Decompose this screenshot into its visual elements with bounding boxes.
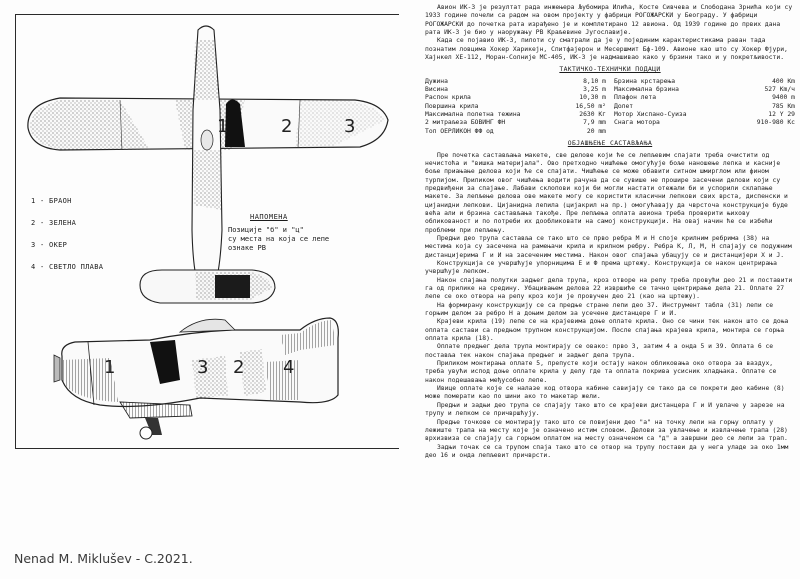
spec-value: 10,30 m bbox=[579, 94, 606, 102]
side-number-2: 2 bbox=[233, 357, 245, 378]
wing-number-1: 1 bbox=[217, 116, 229, 137]
spec-row bbox=[614, 78, 795, 86]
note-heading: НАПОМЕНА bbox=[250, 213, 288, 221]
spec-value: 12 Y 29 bbox=[768, 111, 795, 119]
spec-value: 9400 m bbox=[772, 94, 795, 102]
assembly-paragraph: Конструкција се учвршћује упорницима Е и Ф према цртежу. Конструкција се након центрирања учвршћује лепком. bbox=[425, 259, 777, 276]
assembly-paragraph: Предње точкове се монтирају тако што се повијени део "а" на точку лепи на горњу оплату у лежиште трапа на месту које је означено истим словом. Делови за увлачење и извлачење трапа (28) врхизвиза се спајају са горњом оплатом на месту означеном са "д" а завршни део се лепи за трап. bbox=[425, 418, 788, 443]
assembly-paragraph: Пре почетка састављања макете, све делове који ће се лепљевим спајати треба очистити од нечистоћа и "вишка материјала". Ово претходно чишћење омогућује боље наношење лепка и касније боље приањање делова који ће се спајати. Чишћење се може обавити ситном шмирглом или фином турпијом. Приликом овог чишћења водити рачуна да се сувише не прошире засечени делови који су предвиђени за спајање. Лабави склопови који би могли настати отежали би и успорили склапање макете. За лепљење делова ове макете могу се користити класични лепкови свих врста, диспенски и цијанидни лепкови. Цијанидна лепила (цијакрил на пр.) омогућавају да чврсточа конструкције буде већа али и брзина састављања такође. Пре лепљења оплата авиона треба проверити њихову обликованост и по потреби их дообликовати на самој конструкцији. На овај начин ће се избећи проблеми при лепљењу. bbox=[425, 151, 788, 234]
side-number-3: 3 bbox=[197, 357, 209, 378]
spec-label: Брзина крстарења bbox=[614, 77, 676, 85]
canopy bbox=[180, 319, 235, 332]
note-line: ознаке РВ bbox=[228, 244, 266, 252]
spec-label: Снага мотора bbox=[614, 119, 660, 127]
spec-value: 2630 Кг bbox=[579, 111, 606, 119]
spec-value: 16,50 m² bbox=[575, 102, 606, 110]
assembly-paragraph: Предњи део трупа саставља се тако што се прво ребра М и Н споје крилним ребрима (38) на местима која су засечена на рамењачи крила и крилном ребру. Ребра К, Л, М, Н спајају се подужним дистанцијерима Г и И на засеченим местима. Након овог спајања убацују се и дистанцијери Х и Ј. bbox=[425, 234, 792, 259]
spec-row bbox=[425, 94, 606, 102]
assembly-paragraph: На формирану конструкцију се са предње стране лепи део 37. Инструмент табла (31) лепи се горњим делом за ребро Н а доњим делом за усечене дистанцере Г и И. bbox=[425, 301, 774, 318]
spec-value: 400 Km bbox=[772, 77, 795, 85]
spec-row bbox=[614, 103, 795, 111]
assembly-paragraph: Ивице оплате које се налазе код отвора кабине савијају се тако да се покрети део кабине (8) може померати као по шини ако то макетар жели. bbox=[425, 385, 785, 401]
spec-value: 3,25 m bbox=[583, 86, 606, 94]
assembly-paragraph: Крајеви крила (19) лепе се на крајевима доње оплате крила. Оно се чини тек након што се доња оплата састави са предњом трупном конструкцијом. После спајања крајева крила, монтира се горња оплата крила (18). bbox=[425, 318, 789, 343]
spec-label: Топ ОЕРЛИКОН ФФ од bbox=[425, 127, 494, 135]
spec-label: Плафон лета bbox=[614, 94, 657, 102]
intro-paragraph: Авион ИК-3 је резултат рада инжењера Љубомира Илића, Косте Сивчева и Слободана Зрнића који су 1933 године почели са радом на овом пројекту у фабрици РОГОЖАРСКИ у Београду. У фабрици РОГОЖАРСКИ до почетка рата израђено је и комплетирано 12 авиона. Од 1939 године до првих дана рата ИК-3 је био у наоружању РВ Краљевине Југославије. bbox=[425, 4, 793, 37]
spec-label: Максимална полетна тежина bbox=[425, 111, 521, 119]
spec-label: Дужина bbox=[425, 77, 448, 85]
legend-item: 2 - ЗЕЛЕНА bbox=[31, 219, 77, 227]
assembly-paragraph: Оплате предњег дела трупа монтирају се овако: прво 3, затим 4 а онда 5 и 39. Оплата 6 се поставља тек након спајања предњег и задњег дела трупа. bbox=[425, 343, 774, 359]
intro-paragraph: Када се појавио ИК-3, пилоти су сматрали да је у појединим карактеристикама раван тада познатим ловцима Хокер Харикејн, Спитфајерон и Месершмит Бф-109. Авионе као што су Хокер Фјури, Хајнкел ХЕ-112, Моран-Солније МС-405, ИК-3 је надмашивао како у брзини тако и у покретљивости. bbox=[425, 37, 788, 62]
color-legend bbox=[31, 190, 103, 278]
side-number-1: 1 bbox=[104, 357, 116, 378]
spec-label: Распон крила bbox=[425, 94, 471, 102]
note-line: су места на која се лепе bbox=[228, 235, 330, 243]
text-panel bbox=[425, 4, 795, 460]
spec-row bbox=[425, 119, 606, 127]
spec-label: Мотор Хиспано-Суиза bbox=[614, 111, 687, 119]
spec-row bbox=[425, 128, 606, 136]
spec-label: 2 митраљеза БОВИНГ ФН bbox=[425, 119, 506, 127]
spec-label: Максимална брзина bbox=[614, 86, 679, 94]
note-box bbox=[228, 213, 329, 253]
assembly-paragraph: Задњи точак се са трупом спаја тако што се отвор на трупу постави да у нега уладе за око 1мм део 16 и онда лепљевит причврсти. bbox=[425, 443, 789, 459]
legend-item: 1 - БРАОН bbox=[31, 197, 72, 205]
spec-row bbox=[425, 103, 606, 111]
legend-item: 3 - ОКЕР bbox=[31, 241, 68, 249]
spec-value: 910-980 Кс bbox=[756, 119, 795, 127]
spec-row bbox=[614, 111, 795, 119]
wing-number-2: 2 bbox=[281, 116, 293, 137]
legend-item: 4 - СВЕТЛО ПЛАВА bbox=[31, 263, 104, 271]
specs-heading: ТАКТИЧКО-ТЕХНИЧКИ ПОДАЦИ bbox=[559, 66, 661, 74]
spec-value: 527 Km/ч bbox=[764, 86, 795, 94]
assembly-paragraph: Предњи и задњи део трупа се спајају тако што се крајеви дистанцера Г и И увлаче у зарезе на трупу и лепком се причвршћују. bbox=[425, 401, 785, 418]
assembly-paragraph: Приликом монтирања оплате 5, препусте који остају након обликовања око отвора за ваздух, треба увући испод доње оплате крила у делу где та оплата покрива усисник хладњака. Оплате се након подешавања међусобно лепе. bbox=[425, 360, 777, 384]
radiator bbox=[120, 402, 192, 418]
note-line: Позиције "б" и "ц" bbox=[228, 226, 304, 234]
side-number-4: 4 bbox=[283, 357, 295, 378]
specs-column-right bbox=[614, 78, 795, 136]
wing-number-3: 3 bbox=[344, 116, 356, 137]
spec-value: 20 mm bbox=[586, 127, 606, 135]
spec-row bbox=[425, 111, 606, 119]
spec-row bbox=[425, 86, 606, 94]
assembly-heading: ОБЈАШЊЕЊЕ САСТАВЉАЊА bbox=[567, 140, 653, 148]
camo-dark-patch bbox=[215, 275, 250, 298]
spec-label: Површина крила bbox=[425, 102, 479, 110]
spinner bbox=[54, 355, 60, 382]
spec-label: Долет bbox=[614, 102, 634, 110]
side-view bbox=[54, 318, 338, 439]
specs-table bbox=[425, 78, 795, 136]
spec-row bbox=[614, 94, 795, 102]
spec-row bbox=[425, 78, 606, 86]
spec-value: 7,9 mm bbox=[583, 119, 606, 127]
author-credit: Nenad M. Miklušev - C.2021. bbox=[14, 551, 193, 566]
spec-value: 8,10 m bbox=[583, 77, 606, 85]
spec-label: Висина bbox=[425, 86, 448, 94]
assembly-paragraph: Након спајања полутки задњег дела трупа, кроз отворе на репу треба провући део 21 и поставити га од прилике на средину. Убацивањем делова 22 извршиће се тачно центрирање дела 21. Оплате 27 лепе се око отвора на репу кроз који је провучен део 21 (као на цртежу). bbox=[425, 276, 793, 301]
spec-row bbox=[614, 119, 795, 127]
specs-column-left bbox=[425, 78, 606, 136]
cockpit bbox=[201, 130, 213, 150]
spec-value: 785 Km bbox=[772, 102, 795, 110]
